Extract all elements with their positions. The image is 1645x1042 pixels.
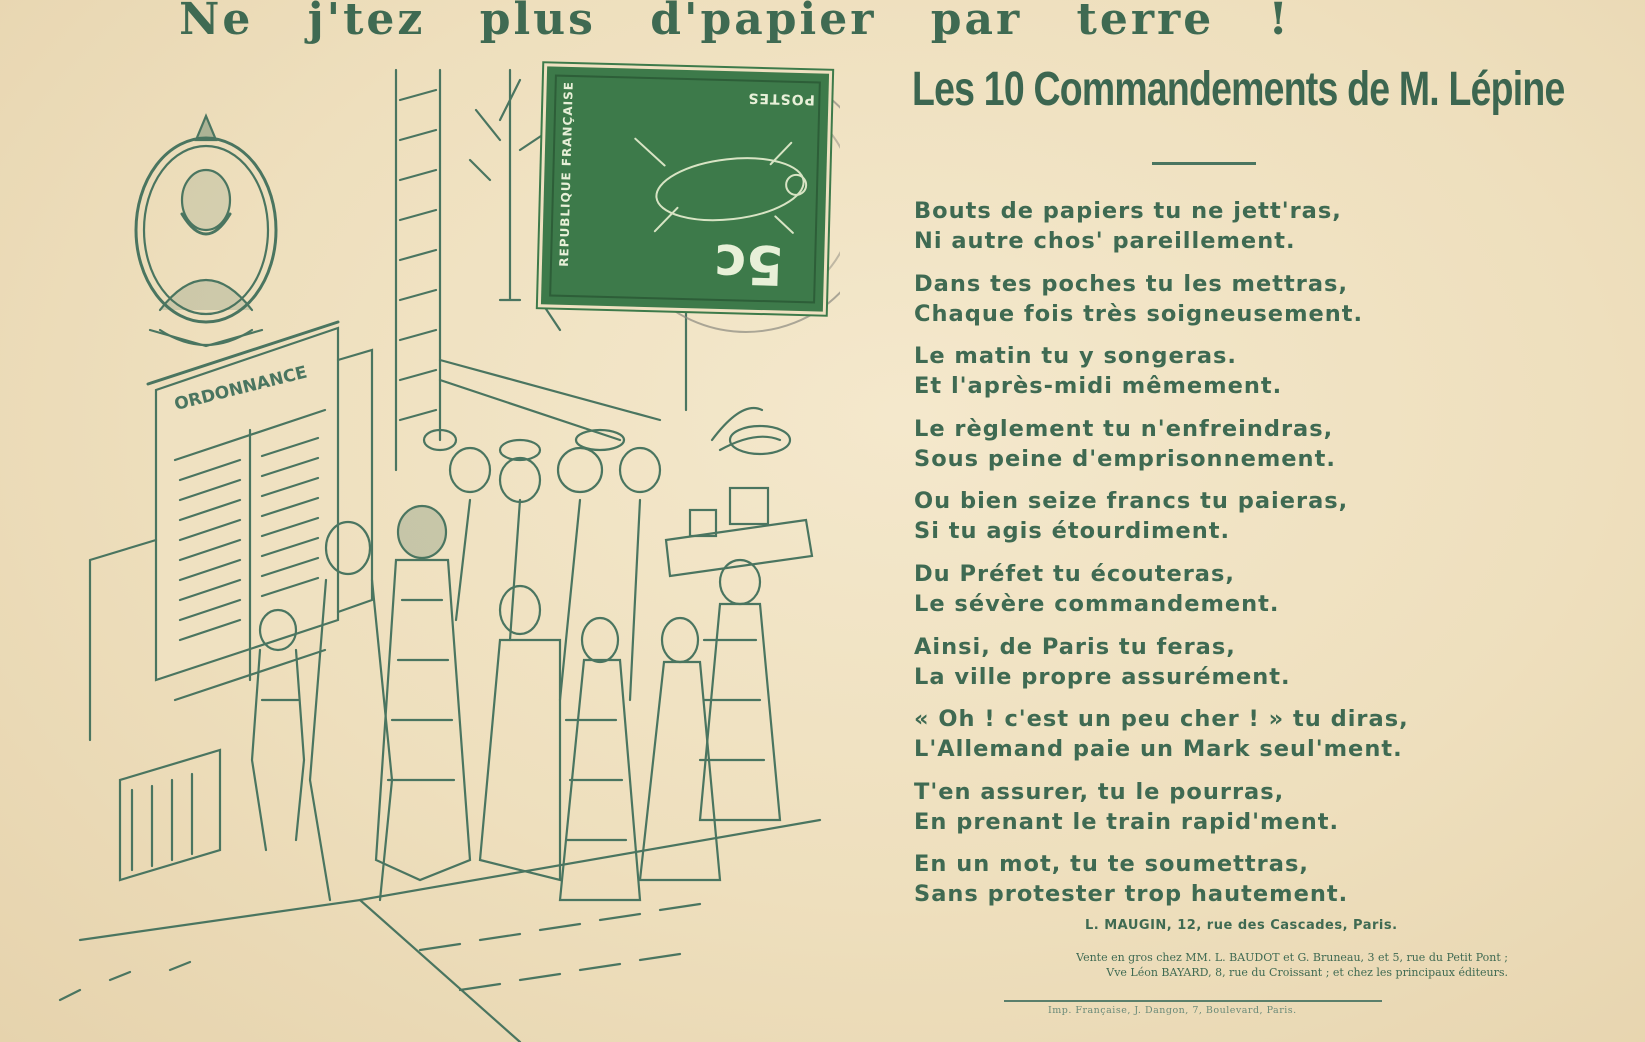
sales-info <box>918 950 1508 980</box>
title-divider <box>1152 162 1256 165</box>
stamp-value: 5c <box>713 231 785 297</box>
sower-figure <box>541 66 829 311</box>
stamp-country: REPUBLIQUE FRANÇAISE <box>556 80 576 267</box>
verse: T'en assurer, tu le pourras, En prenant le train rapid'ment. <box>914 778 1340 835</box>
postage-stamp <box>541 66 829 311</box>
verse: Dans tes poches tu les mettras, Chaque fois très soigneusement. <box>914 270 1364 327</box>
pavement <box>60 820 820 1042</box>
verse: Ou bien seize francs tu paieras, Si tu agis étourdiment. <box>914 488 1349 545</box>
stamp-postes: POSTES <box>746 89 815 108</box>
portrait-medallion <box>136 116 276 346</box>
poem-title: Les 10 Commandements de M. Lépine <box>912 63 1565 116</box>
publisher-line: L. MAUGIN, 12, rue des Cascades, Paris. <box>1085 918 1398 933</box>
verse: Le matin tu y songeras. Et l'après-midi mêmement. <box>914 343 1283 400</box>
headline: Ne j'tez plus d'papier par terre ! <box>179 0 1291 45</box>
verse: Le règlement tu n'enfreindras, Sous peine d'emprisonnement. <box>914 415 1336 472</box>
poster-label: ORDONNANCE <box>172 362 310 415</box>
verse: « Oh ! c'est un peu cher ! » tu diras, L'Allemand paie un Mark seul'ment. <box>914 706 1409 763</box>
printer-line: Imp. Française, J. Dangon, 7, Boulevard, Paris. <box>1048 1005 1297 1016</box>
verse: Ainsi, de Paris tu feras, La ville propre assurément. <box>914 633 1291 690</box>
bottom-divider <box>1004 1000 1382 1002</box>
verse: Du Préfet tu écouteras, Le sévère commandement. <box>914 560 1280 617</box>
sales-line: Vente en gros chez MM. L. BAUDOT et G. Bruneau, 3 et 5, rue du Petit Pont ; <box>1076 951 1508 964</box>
poem-verses <box>914 196 1474 922</box>
verse: Bouts de papiers tu ne jett'ras, Ni autre chos' pareillement. <box>914 198 1342 254</box>
sales-line: Vve Léon BAYARD, 8, rue du Croissant ; et chez les principaux éditeurs. <box>1106 966 1508 979</box>
verse: En un mot, tu te soumettras, Sans protester trop hautement. <box>914 851 1349 908</box>
